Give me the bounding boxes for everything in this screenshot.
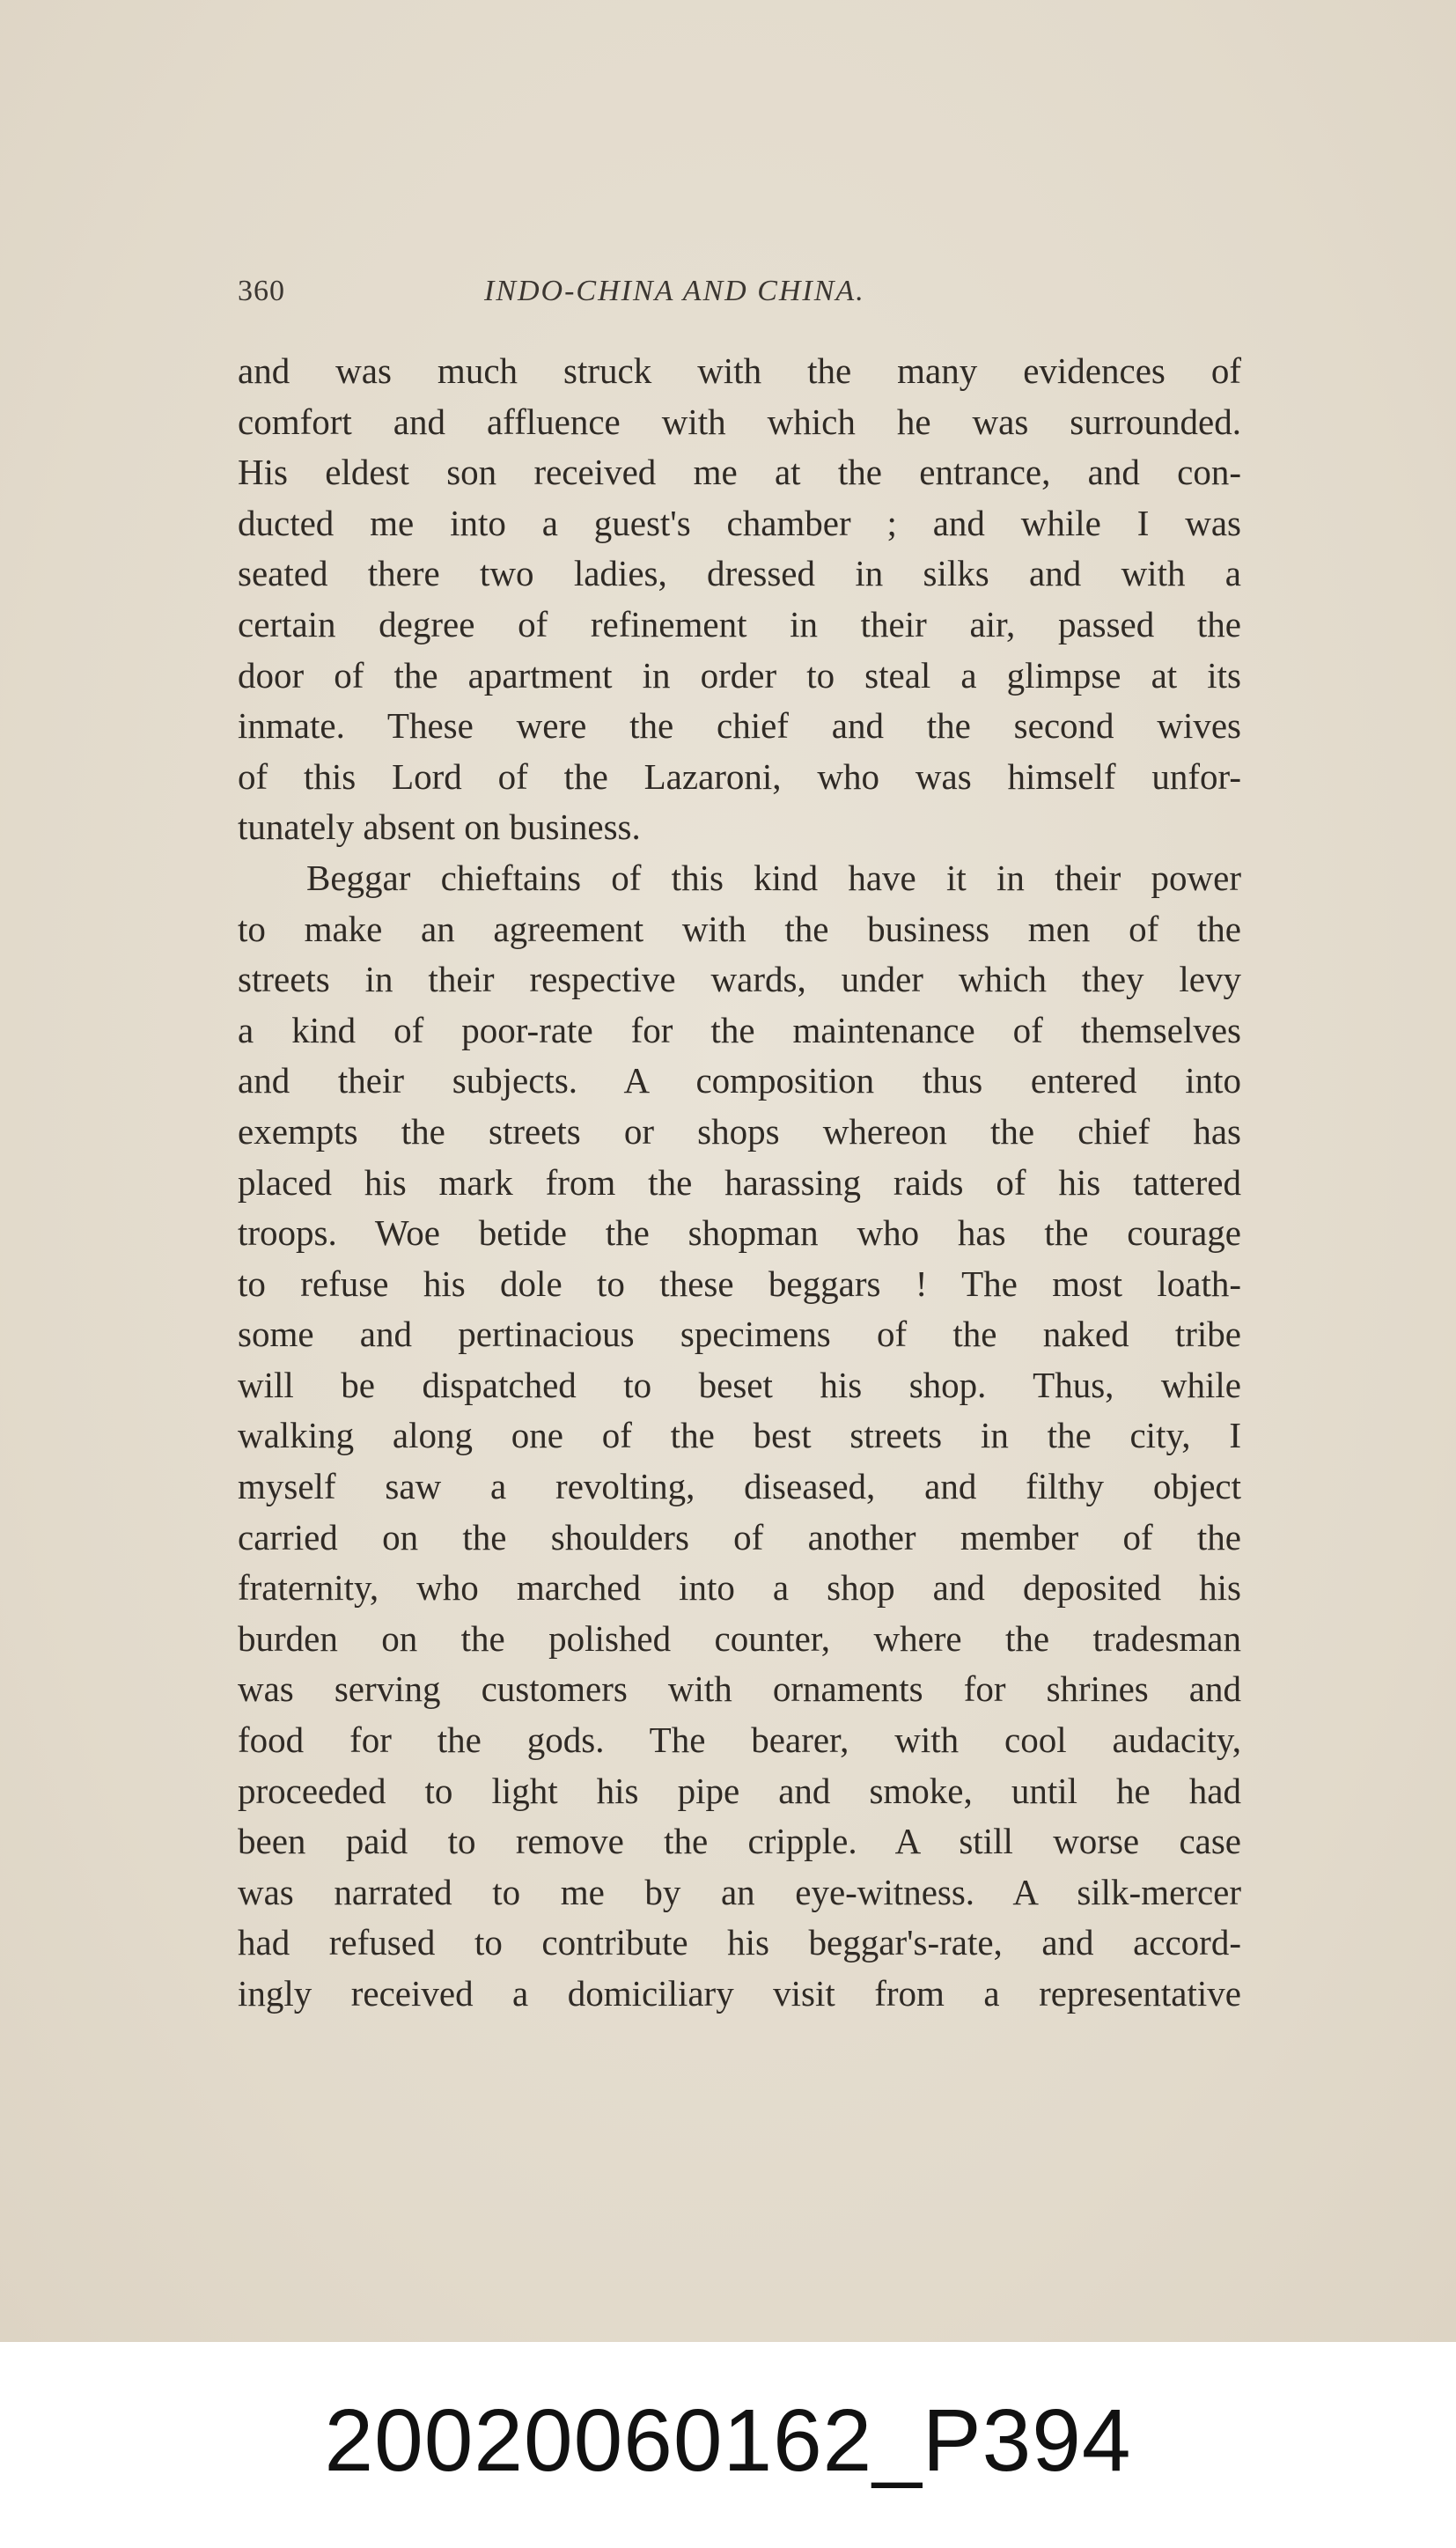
page-number: 360 xyxy=(238,275,285,307)
text-line: some and pertinacious specimens of the naked tribe xyxy=(238,1314,1241,1355)
text-line: walking along one of the best streets in the city, I xyxy=(238,1415,1241,1456)
text-line: to make an agreement with the business men of the xyxy=(238,908,1241,949)
text-line: proceeded to light his pipe and smoke, until he had xyxy=(238,1770,1241,1811)
text-line: ingly received a domiciliary visit from a representative xyxy=(238,1973,1241,2014)
body-text xyxy=(238,346,1241,2020)
text-line: of this Lord of the Lazaroni, who was himself unfor- xyxy=(238,755,1241,797)
text-line: inmate. These were the chief and the second wives xyxy=(238,705,1241,747)
text-line: was serving customers with ornaments for shrines and xyxy=(238,1668,1241,1710)
paragraph-start-line: Beggar chieftains of this kind have it in their power xyxy=(306,857,1241,898)
text-line: door of the apartment in order to steal a glimpse at its xyxy=(238,654,1241,696)
page-header xyxy=(238,275,1241,319)
text-line: exempts the streets or shops whereon the chief has xyxy=(238,1110,1241,1152)
text-line: carried on the shoulders of another member of the xyxy=(238,1516,1241,1558)
text-line: was narrated to me by an eye-witness. A silk-mercer xyxy=(238,1871,1241,1912)
text-line: burden on the polished counter, where the tradesman xyxy=(238,1617,1241,1659)
text-line: and was much struck with the many evidences of xyxy=(238,350,1241,391)
paragraph-end-line: tunately absent on business. xyxy=(238,806,641,848)
text-line: a kind of poor-rate for the maintenance of themselves xyxy=(238,1009,1241,1050)
text-line: troops. Woe betide the shopman who has the courage xyxy=(238,1212,1241,1254)
text-line: placed his mark from the harassing raids of his tattered xyxy=(238,1161,1241,1203)
text-line: comfort and affluence with which he was surrounded. xyxy=(238,401,1241,442)
catalog-id: 20020060162_P394 xyxy=(324,2391,1132,2490)
text-line: streets in their respective wards, under which they levy xyxy=(238,959,1241,1000)
text-line: fraternity, who marched into a shop and deposited his xyxy=(238,1567,1241,1609)
text-line: to refuse his dole to these beggars ! The most loath- xyxy=(238,1263,1241,1304)
running-title: INDO-CHINA AND CHINA. xyxy=(484,275,865,307)
text-line: been paid to remove the cripple. A still worse case xyxy=(238,1821,1241,1862)
text-line: ducted me into a guest's chamber ; and while I was xyxy=(238,502,1241,543)
text-line: seated there two ladies, dressed in silks and with a xyxy=(238,553,1241,594)
text-line: will be dispatched to beset his shop. Thus, while xyxy=(238,1364,1241,1405)
text-line: myself saw a revolting, diseased, and filthy object xyxy=(238,1466,1241,1507)
text-line: and their subjects. A composition thus entered into xyxy=(238,1060,1241,1101)
text-line: had refused to contribute his beggar's-rate, and accord- xyxy=(238,1922,1241,1963)
text-line: certain degree of refinement in their air, passed the xyxy=(238,603,1241,644)
text-line: His eldest son received me at the entrance, and con- xyxy=(238,452,1241,493)
text-line: food for the gods. The bearer, with cool audacity, xyxy=(238,1720,1241,1761)
